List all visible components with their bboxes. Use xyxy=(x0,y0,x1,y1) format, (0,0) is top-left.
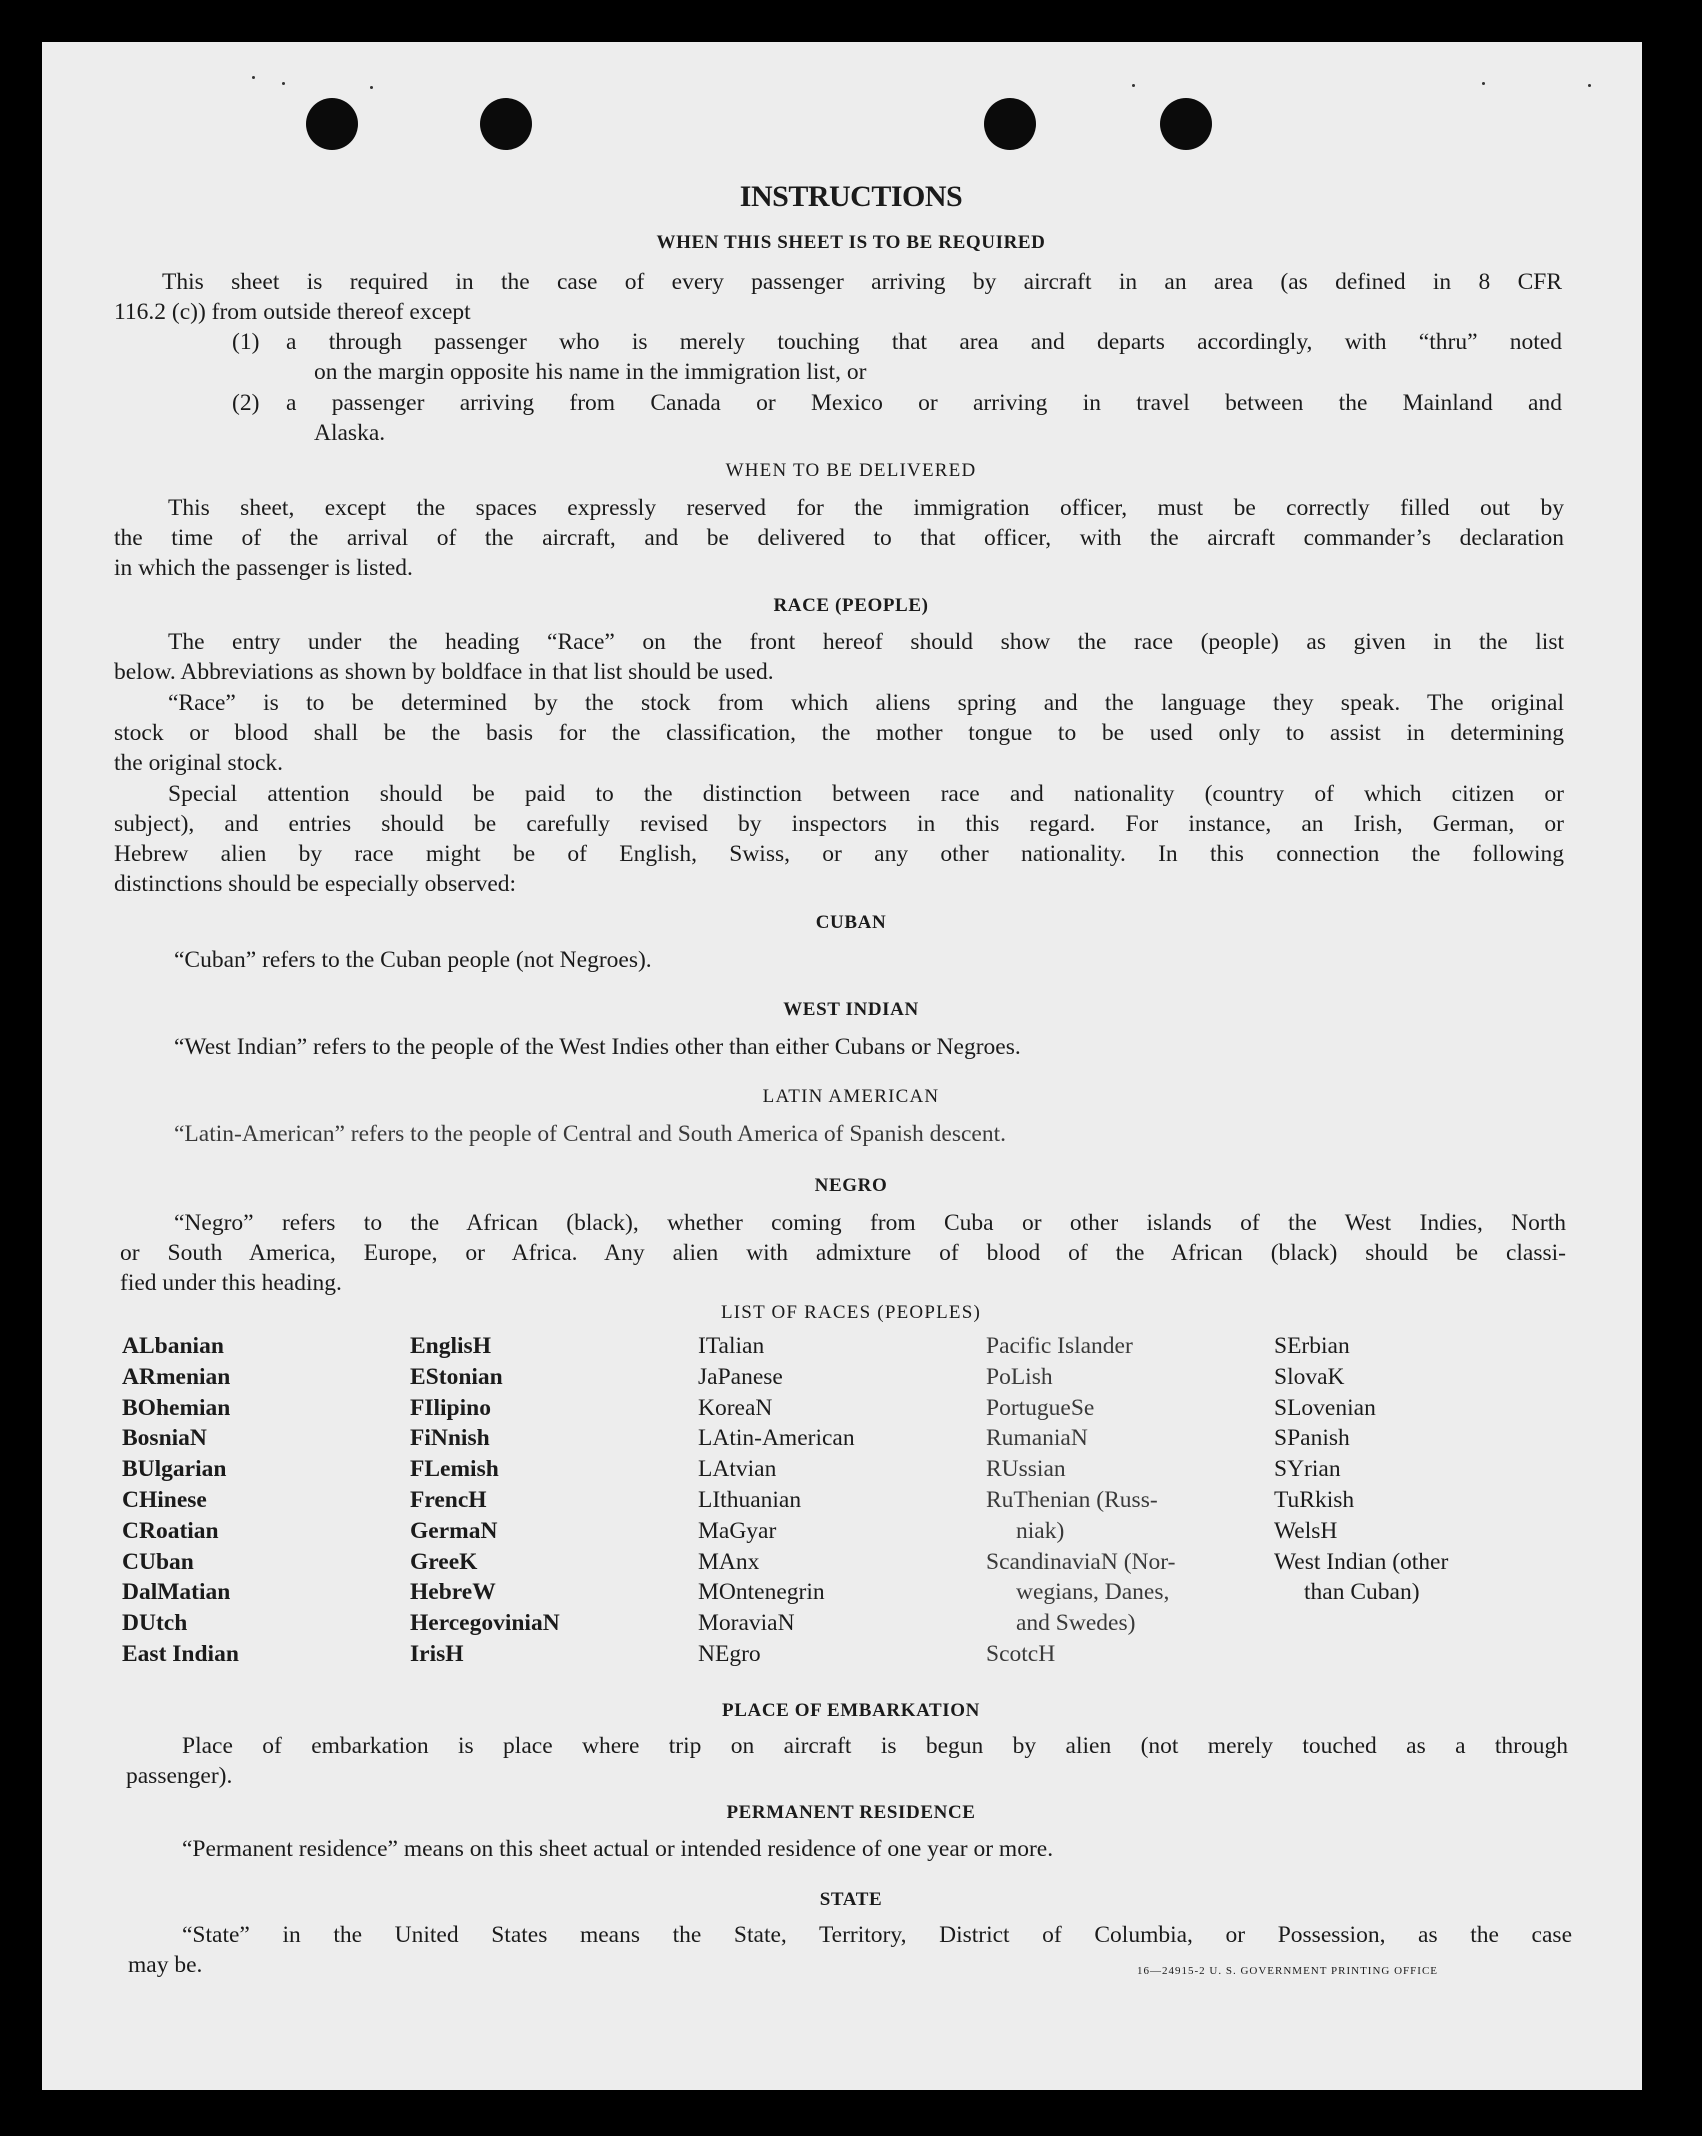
text-line: “Race” is to be determined by the stock from which aliens spring and the language they speak. The original xyxy=(168,690,1564,716)
text-line: This sheet is required in the case of every passenger arriving by aircraft in an area (as defined in 8 CFR xyxy=(162,269,1562,295)
race-item: WelsH xyxy=(1274,1517,1338,1544)
text-line: below. Abbreviations as shown by boldface in that list should be used. xyxy=(114,659,774,685)
race-item: CUban xyxy=(122,1548,194,1575)
text-line: on the margin opposite his name in the immigration list, or xyxy=(314,359,867,385)
race-item: HercegoviniaN xyxy=(410,1610,560,1637)
race-item: MOntenegrin xyxy=(698,1579,825,1606)
race-item: ARmenian xyxy=(122,1363,231,1390)
text-line: a passenger arriving from Canada or Mexico or arriving in travel between the Mainland and xyxy=(286,390,1562,416)
race-column-2 xyxy=(410,1331,560,1670)
race-item: RUssian xyxy=(986,1456,1066,1483)
race-item: NEgro xyxy=(698,1640,761,1667)
heading-latin-american: LATIN AMERICAN xyxy=(762,1086,940,1107)
race-item: SErbian xyxy=(1274,1333,1350,1359)
race-item: FiNnish xyxy=(410,1425,490,1452)
heading-permanent-residence: PERMANENT RESIDENCE xyxy=(726,1802,976,1823)
text-line: Alaska. xyxy=(314,420,386,446)
race-item: DalMatian xyxy=(122,1579,231,1606)
speck xyxy=(1482,82,1485,85)
text-line: “Permanent residence” means on this sheet actual or intended residence of one year or more. xyxy=(182,1836,1054,1862)
text-line: “Cuban” refers to the Cuban people (not Negroes). xyxy=(174,947,652,973)
race-item: CRoatian xyxy=(122,1517,219,1544)
punch-hole-2 xyxy=(480,98,532,150)
race-item: MAnx xyxy=(698,1548,760,1575)
text-line: Special attention should be paid to the distinction between race and nationality (country of which citizen or xyxy=(168,781,1564,807)
race-item: FLemish xyxy=(410,1456,499,1483)
text-line: subject), and entries should be carefully revised by inspectors in this regard. For instance, an Irish, German, or xyxy=(114,811,1564,837)
text-line: passenger). xyxy=(126,1763,233,1789)
text-line: “Negro” refers to the African (black), whether coming from Cuba or other islands of the West Indies, North xyxy=(174,1210,1566,1236)
text-line: The entry under the heading “Race” on the front hereof should show the race (people) as given in the list xyxy=(168,629,1564,655)
race-item: West Indian (other xyxy=(1274,1548,1449,1575)
race-item: ScandinaviaN (Nor- xyxy=(986,1548,1176,1575)
race-item: SYrian xyxy=(1274,1456,1341,1483)
text-line: “West Indian” refers to the people of the West Indies other than either Cubans or Negroes. xyxy=(174,1034,1021,1060)
race-column-3 xyxy=(698,1331,855,1670)
race-item: than Cuban) xyxy=(1304,1579,1420,1606)
race-item: niak) xyxy=(1016,1517,1065,1544)
race-item: RumaniaN xyxy=(986,1425,1088,1452)
heading-negro: NEGRO xyxy=(814,1175,888,1196)
race-item: MoraviaN xyxy=(698,1610,795,1637)
heading-place-of-embarkation: PLACE OF EMBARKATION xyxy=(722,1700,980,1721)
race-item: HebreW xyxy=(410,1579,496,1606)
text-line: a through passenger who is merely touching that area and departs accordingly, with “thru” noted xyxy=(286,329,1562,355)
race-item: RuThenian (Russ- xyxy=(986,1486,1158,1513)
race-item: SlovaK xyxy=(1274,1363,1345,1390)
race-item: PortugueSe xyxy=(986,1394,1095,1421)
text-line: may be. xyxy=(128,1952,203,1978)
text-line: Hebrew alien by race might be of English, Swiss, or any other nationality. In this connection the following xyxy=(114,841,1564,867)
race-item: GreeK xyxy=(410,1548,478,1575)
text-line: “State” in the United States means the State, Territory, District of Columbia, or Possession, as the case xyxy=(182,1922,1572,1948)
race-item: SLovenian xyxy=(1274,1394,1376,1421)
heading-when-delivered: WHEN TO BE DELIVERED xyxy=(725,460,977,481)
text-line: fied under this heading. xyxy=(120,1270,342,1296)
race-item: DUtch xyxy=(122,1610,188,1637)
race-column-5 xyxy=(1274,1331,1448,1608)
race-item: LAtin-American xyxy=(698,1425,855,1452)
race-item: BUlgarian xyxy=(122,1456,227,1483)
speck xyxy=(282,82,285,85)
race-item: TuRkish xyxy=(1274,1486,1355,1513)
race-item: LAtvian xyxy=(698,1456,777,1483)
document-sheet xyxy=(42,42,1642,2090)
punch-hole-3 xyxy=(984,98,1036,150)
race-item: ITalian xyxy=(698,1333,765,1359)
race-item: FrencH xyxy=(410,1486,487,1513)
race-item: MaGyar xyxy=(698,1517,777,1544)
race-item: BOhemian xyxy=(122,1394,231,1421)
race-item: CHinese xyxy=(122,1486,207,1513)
race-item: SPanish xyxy=(1274,1425,1350,1452)
race-item: IrisH xyxy=(410,1640,464,1667)
race-item: and Swedes) xyxy=(1016,1610,1136,1637)
race-column-4 xyxy=(986,1331,1175,1670)
punch-hole-4 xyxy=(1160,98,1212,150)
heading-cuban: CUBAN xyxy=(815,912,887,933)
item-number: (2) xyxy=(232,390,260,416)
race-item: PoLish xyxy=(986,1363,1053,1390)
race-item: FIlipino xyxy=(410,1394,491,1421)
race-item: LIthuanian xyxy=(698,1486,802,1513)
race-item: wegians, Danes, xyxy=(1016,1579,1170,1606)
text-line: the time of the arrival of the aircraft, and be delivered to that officer, with the aircraft commander’s declaration xyxy=(114,525,1564,551)
text-line: the original stock. xyxy=(114,750,284,776)
heading-when-required: WHEN THIS SHEET IS TO BE REQUIRED xyxy=(656,232,1046,253)
speck xyxy=(252,76,255,79)
text-line: Place of embarkation is place where trip on aircraft is begun by alien (not merely touched as a through xyxy=(182,1733,1568,1759)
text-line: in which the passenger is listed. xyxy=(114,555,413,581)
heading-list-of-races: LIST OF RACES (PEOPLES) xyxy=(720,1302,982,1323)
text-line: 116.2 (c)) from outside thereof except xyxy=(114,299,471,325)
text-line: “Latin-American” refers to the people of Central and South America of Spanish descent. xyxy=(174,1121,1007,1147)
item-number: (1) xyxy=(232,329,260,355)
text-line: This sheet, except the spaces expressly reserved for the immigration officer, must be correctly filled out by xyxy=(168,495,1564,521)
text-line: or South America, Europe, or Africa. Any alien with admixture of blood of the African (black) should be classi- xyxy=(120,1240,1566,1266)
text-line: distinctions should be especially observed: xyxy=(114,871,517,897)
race-column-1 xyxy=(122,1331,239,1670)
speck xyxy=(370,86,373,89)
heading-state: STATE xyxy=(819,1889,883,1910)
race-item: KoreaN xyxy=(698,1394,773,1421)
race-item: East Indian xyxy=(122,1640,239,1667)
race-item: ALbanian xyxy=(122,1333,224,1359)
page-title: INSTRUCTIONS xyxy=(739,180,963,213)
race-item: BosniaN xyxy=(122,1425,207,1452)
race-item: EStonian xyxy=(410,1363,503,1390)
printing-office-footer: 16—24915-2 U. S. GOVERNMENT PRINTING OFFICE xyxy=(1137,1965,1439,1977)
race-item: GermaN xyxy=(410,1517,498,1544)
punch-hole-1 xyxy=(306,98,358,150)
race-item: Pacific Islander xyxy=(986,1333,1133,1359)
speck xyxy=(1132,84,1135,87)
heading-west-indian: WEST INDIAN xyxy=(783,999,919,1020)
text-line: stock or blood shall be the basis for the classification, the mother tongue to be used only to assist in determining xyxy=(114,720,1564,746)
race-item: EnglisH xyxy=(410,1333,491,1359)
speck xyxy=(1588,84,1591,87)
race-item: ScotcH xyxy=(986,1640,1056,1667)
race-item: JaPanese xyxy=(698,1363,783,1390)
heading-race: RACE (PEOPLE) xyxy=(773,595,929,616)
